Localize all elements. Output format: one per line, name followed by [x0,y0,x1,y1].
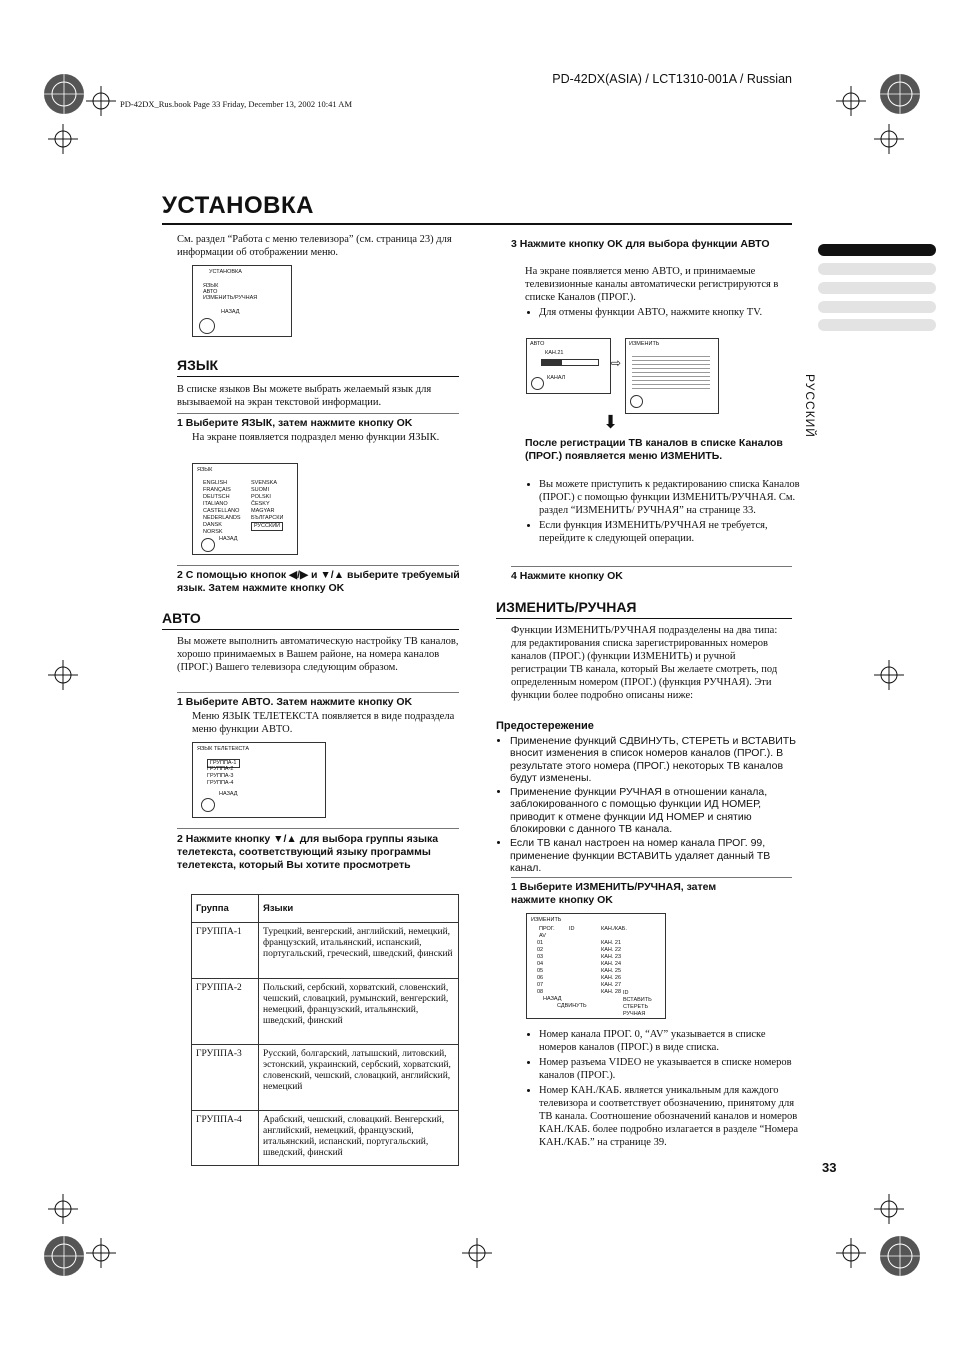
prog-item: 05 [537,968,544,974]
edit-step-1: 1 Выберите ИЗМЕНИТЬ/РУЧНАЯ, затем нажмите кнопку OK [511,881,717,906]
caution-item: • Применение функций СДВИНУТЬ, СТЕРЕТЬ и ВСТАВИТЬ вносит изменения в список номеров каналов (ПРОГ.). В результате этого номера (ПРОГ.) некоторых ТВ каналов будут изменены. [510,735,802,784]
caution-list [496,735,802,876]
side-tab [818,282,936,294]
screen-title: ИЗМЕНИТЬ [629,341,660,347]
screen-item: ITALIANO [203,501,228,507]
step-rule [177,692,459,693]
screen-item: ČESKY [251,501,270,507]
kan-column [601,940,641,996]
remote-dial-icon [201,538,215,552]
screen-title: ЯЗЫК ТЕЛЕТЕКСТА [197,746,250,752]
screen-item-selected: РУССКИЙ [251,522,283,531]
language-step-2: 2 С помощью кнопок ◀/▶ и ▼/▲ выберите требуемый язык. Затем нажмите кнопку OK [177,569,460,594]
screen-back: НАЗАД [221,309,240,315]
screen-item: ЯЗЫК [203,283,219,289]
screen-item: MAGYAR [251,508,275,514]
screen-item: POLSKI [251,494,271,500]
arrow-down-icon: ⬇ [603,412,619,432]
channel-list [632,353,710,391]
side-tab [818,319,936,331]
kan-item: КАН. 25 [601,968,622,974]
prog-item: 08 [537,989,544,995]
screen-item: NEDERLANDS [203,515,241,521]
language-step-1-text: На экране появляется подраздел меню функции ЯЗЫК. [192,432,440,443]
opt-insert: ВСТАВИТЬ [623,997,652,1003]
remote-dial-icon [201,798,215,812]
edit-menu-screen-small [625,338,719,414]
registration-target-icon [42,1234,86,1278]
screen-back: КАНАЛ [547,375,566,381]
screen-item: ИЗМЕНИТЬ/РУЧНАЯ [203,295,258,301]
auto-progress-bar [541,359,599,366]
screen-item: ENGLISH [203,480,228,486]
auto-step-3-text: На экране появляется меню АВТО, и принимаемые телевизионные каналы автоматически регистрируются в списке Каналов (ПРОГ.). [525,266,779,303]
table-cell-languages: Турецкий, венгерский, английский, немецкий, французский, итальянский, испанский, португальский, греческий, шведский, финский [259,923,459,979]
teletext-menu-screen [192,742,326,818]
crosshair-icon [86,1238,116,1268]
prog-item: 04 [537,961,544,967]
registration-target-icon [42,72,86,116]
crosshair-icon [836,86,866,116]
screen-item: NORSK [203,529,223,535]
crosshair-icon [874,660,904,690]
side-tab [818,263,936,275]
book-info: PD-42DX_Rus.book Page 33 Friday, December 13, 2002 10:41 AM [120,99,352,109]
table-cell-group: ГРУППА-3 [192,1045,259,1111]
bullet-item: • Вы можете приступить к редактированию списка Каналов (ПРОГ.) с помощью функции ИЗМЕНИТЬ/РУЧНАЯ. См. раздел “ИЗМЕНИТЬ/ РУЧНАЯ” на странице 33. [539,478,801,517]
caution-item: • Если ТВ канал настроен на номер канала ПРОГ. 99, применение функции ВСТАВИТЬ удаляет данный ТВ канал. [510,837,802,874]
section-heading-auto: АВТО [162,610,201,626]
screen-item: БЪЛГАРСКИ [251,515,284,521]
screen-item: ГРУППА-2 [207,766,234,772]
screen-title: АВТО [530,341,545,347]
side-tab-active [818,244,936,256]
language-menu-screen [192,463,298,555]
crosshair-icon [48,660,78,690]
crosshair-icon [836,1238,866,1268]
language-step-1: 1 Выберите ЯЗЫК, затем нажмите кнопку OK [177,417,413,429]
col-id: ID [569,926,575,932]
screen-title: УСТАНОВКА [209,269,242,275]
side-tab [818,301,936,313]
edit-menu-screen [526,913,666,1019]
bullet-item: • Номер разъема VIDEO не указывается в списке номеров каналов (ПРОГ.). [539,1056,801,1082]
table-row [192,1111,459,1166]
kan-item: КАН. 22 [601,947,622,953]
arrow-right-icon: ⇨ [611,356,622,370]
prog-item: 03 [537,954,544,960]
section-heading-language: ЯЗЫК [177,357,219,373]
table-row [192,923,459,979]
opt-id: ID [623,990,629,996]
table-cell-group: ГРУППА-2 [192,979,259,1045]
screen-item: ГРУППА-3 [207,773,234,779]
table-cell-group: ГРУППА-1 [192,923,259,979]
crosshair-icon [462,1238,492,1268]
screen-title: ИЗМЕНИТЬ [531,917,562,923]
col-kan: КАН./КАБ. [601,926,627,932]
table-row [192,1045,459,1111]
registration-target-icon [878,72,922,116]
screen-item: SUOMI [251,487,270,493]
bullet-item: • Для отмены функции АВТО, нажмите кнопку TV. [539,306,797,319]
screen-title: ЯЗЫК [197,467,213,473]
remote-dial-icon [630,395,643,408]
screen-item-selected: ГРУППА-1 [207,759,240,768]
step-rule [177,565,459,566]
step3-bullets [525,306,797,321]
auto-step-1: 1 Выберите АВТО. Затем нажмите кнопку OK [177,696,413,708]
kan-item: КАН. 21 [601,940,622,946]
page-number: 33 [822,1160,837,1175]
screen-item: АВТО [203,289,218,295]
language-intro: В списке языков Вы можете выбрать желаемый язык для вызываемой на экран текстовой информации. [177,384,432,408]
crosshair-icon [48,1194,78,1224]
section-rule [162,629,459,630]
col-prog: ПРОГ. [539,926,555,932]
av-row: AV [539,933,546,939]
auto-intro: Вы можете выполнить автоматическую настройку ТВ каналов, хорошо принимаемых в Вашем районе, на номера каналов (ПРОГ.) Вашего телевизора следующим образом. [177,636,459,673]
title-rule [162,223,792,225]
screen-item: FRANÇAIS [203,487,231,493]
section-heading-edit: ИЗМЕНИТЬ/РУЧНАЯ [496,599,637,615]
screen-channel: КАН.21 [545,350,564,356]
kan-item: КАН. 27 [601,982,622,988]
page-title: УСТАНОВКА [162,192,314,219]
opt-manual: РУЧНАЯ [623,1011,646,1017]
remote-dial-icon [199,318,215,334]
section-rule [496,618,792,619]
crosshair-icon [874,124,904,154]
auto-step-4: 4 Нажмите кнопку OK [511,570,623,582]
kan-item: КАН. 28 [601,989,622,995]
screen-move: СДВИНУТЬ [557,1003,587,1009]
model-header: PD-42DX(ASIA) / LCT1310-001A / Russian [552,72,792,86]
crosshair-icon [86,86,116,116]
registration-target-icon [878,1234,922,1278]
auto-step-3: 3 Нажмите кнопку OK для выбора функции АВТО [511,238,770,250]
edit-intro: Функции ИЗМЕНИТЬ/РУЧНАЯ подразделены на два типа: для редактирования списка зарегистрированных номеров каналов (ПРОГ.) (функции ИЗМЕНИТЬ) и ручной регистрации ТВ канала, который Вы желаете смотреть, под определенным номером (ПРОГ.) (функция РУЧНАЯ). Эти функции более подробно описаны ниже: [511,625,778,701]
step-rule [177,828,459,829]
setup-menu-screen [192,265,292,337]
opt-delete: СТЕРЕТЬ [623,1004,649,1010]
screen-item: DANSK [203,522,222,528]
crosshair-icon [874,1194,904,1224]
prog-item: 06 [537,975,544,981]
table-cell-group: ГРУППА-4 [192,1111,259,1166]
after-registration-bullets [525,478,801,547]
step-rule [177,413,459,414]
edit-bullets [525,1028,801,1151]
auto-step-1-text: Меню ЯЗЫК ТЕЛЕТЕКСТА появляется в виде подраздела меню функции АВТО. [192,711,455,735]
screen-back: НАЗАД [219,791,238,797]
caution-item: • Применение функции РУЧНАЯ в отношении канала, заблокированного с помощью функции ИД НОМЕР, приводит к отмене функции ИД НОМЕР и снятию блокировки с данного ТВ канала. [510,786,802,835]
kan-item: КАН. 23 [601,954,622,960]
section-rule [177,376,459,377]
bullet-item: • Номер канала ПРОГ. 0, “AV” указывается в списке номеров каналов (ПРОГ.) в виде списка. [539,1028,801,1054]
screen-back: НАЗАД [543,996,562,1002]
screen-item: DEUTSCH [203,494,230,500]
table-cell-languages: Арабский, чешский, словацкий. Венгерский, английский, немецкий, французский, итальянский, испанский, португальский, шведский, финский [259,1111,459,1166]
auto-step-2: 2 Нажмите кнопку ▼/▲ для выбора группы языка телетекста, соответствующий языку программы телетекста, который Вы хотите просмотреть [177,833,439,871]
table-header-languages: Языки [259,895,459,923]
table-header-group: Группа [192,895,259,923]
screen-item: SVENSKA [251,480,277,486]
screen-item: ГРУППА-4 [207,780,234,786]
side-language-label: РУССКИЙ [803,374,817,438]
kan-item: КАН. 26 [601,975,622,981]
remote-dial-icon [531,377,544,390]
caution-heading: Предостережение [496,720,594,732]
table-cell-languages: Польский, сербский, хорватский, словенский, чешский, словацкий, румынский, венгерский, немецкий, французский, итальянский, шведский, финский [259,979,459,1045]
crosshair-icon [48,124,78,154]
intro-text: См. раздел “Работа с меню телевизора” (см. страница 23) для информации об отображении меню. [177,234,452,258]
step-rule [511,877,792,878]
teletext-groups-table [191,894,459,1166]
prog-item: 07 [537,982,544,988]
bullet-item: • Если функция ИЗМЕНИТЬ/РУЧНАЯ не требуется, перейдите к следующей операции. [539,519,801,545]
screen-back: НАЗАД [219,536,238,542]
kan-item: КАН. 24 [601,961,622,967]
table-row [192,979,459,1045]
screen-item: CASTELLANO [203,508,240,514]
auto-progress-screen [526,338,611,394]
step-rule [511,566,792,567]
bullet-item: • Номер КАН./КАБ. является уникальным для каждого телевизора и соответствует обозначению, принятому для ТВ канала. Соотношение обозначений каналов и номеров КАН./КАБ. более подробно излагается в разделе “Номера КАН./КАБ.” на странице 39. [539,1084,801,1149]
prog-column [537,940,599,996]
table-cell-languages: Русский, болгарский, латышский, литовский, эстонский, украинский, сербский, хорватский, словенский, чешский, словацкий, английский, немецкий [259,1045,459,1111]
prog-item: 02 [537,947,544,953]
after-registration: После регистрации ТВ каналов в списке Каналов (ПРОГ.) появляется меню ИЗМЕНИТЬ. [525,437,783,462]
prog-item: 01 [537,940,544,946]
